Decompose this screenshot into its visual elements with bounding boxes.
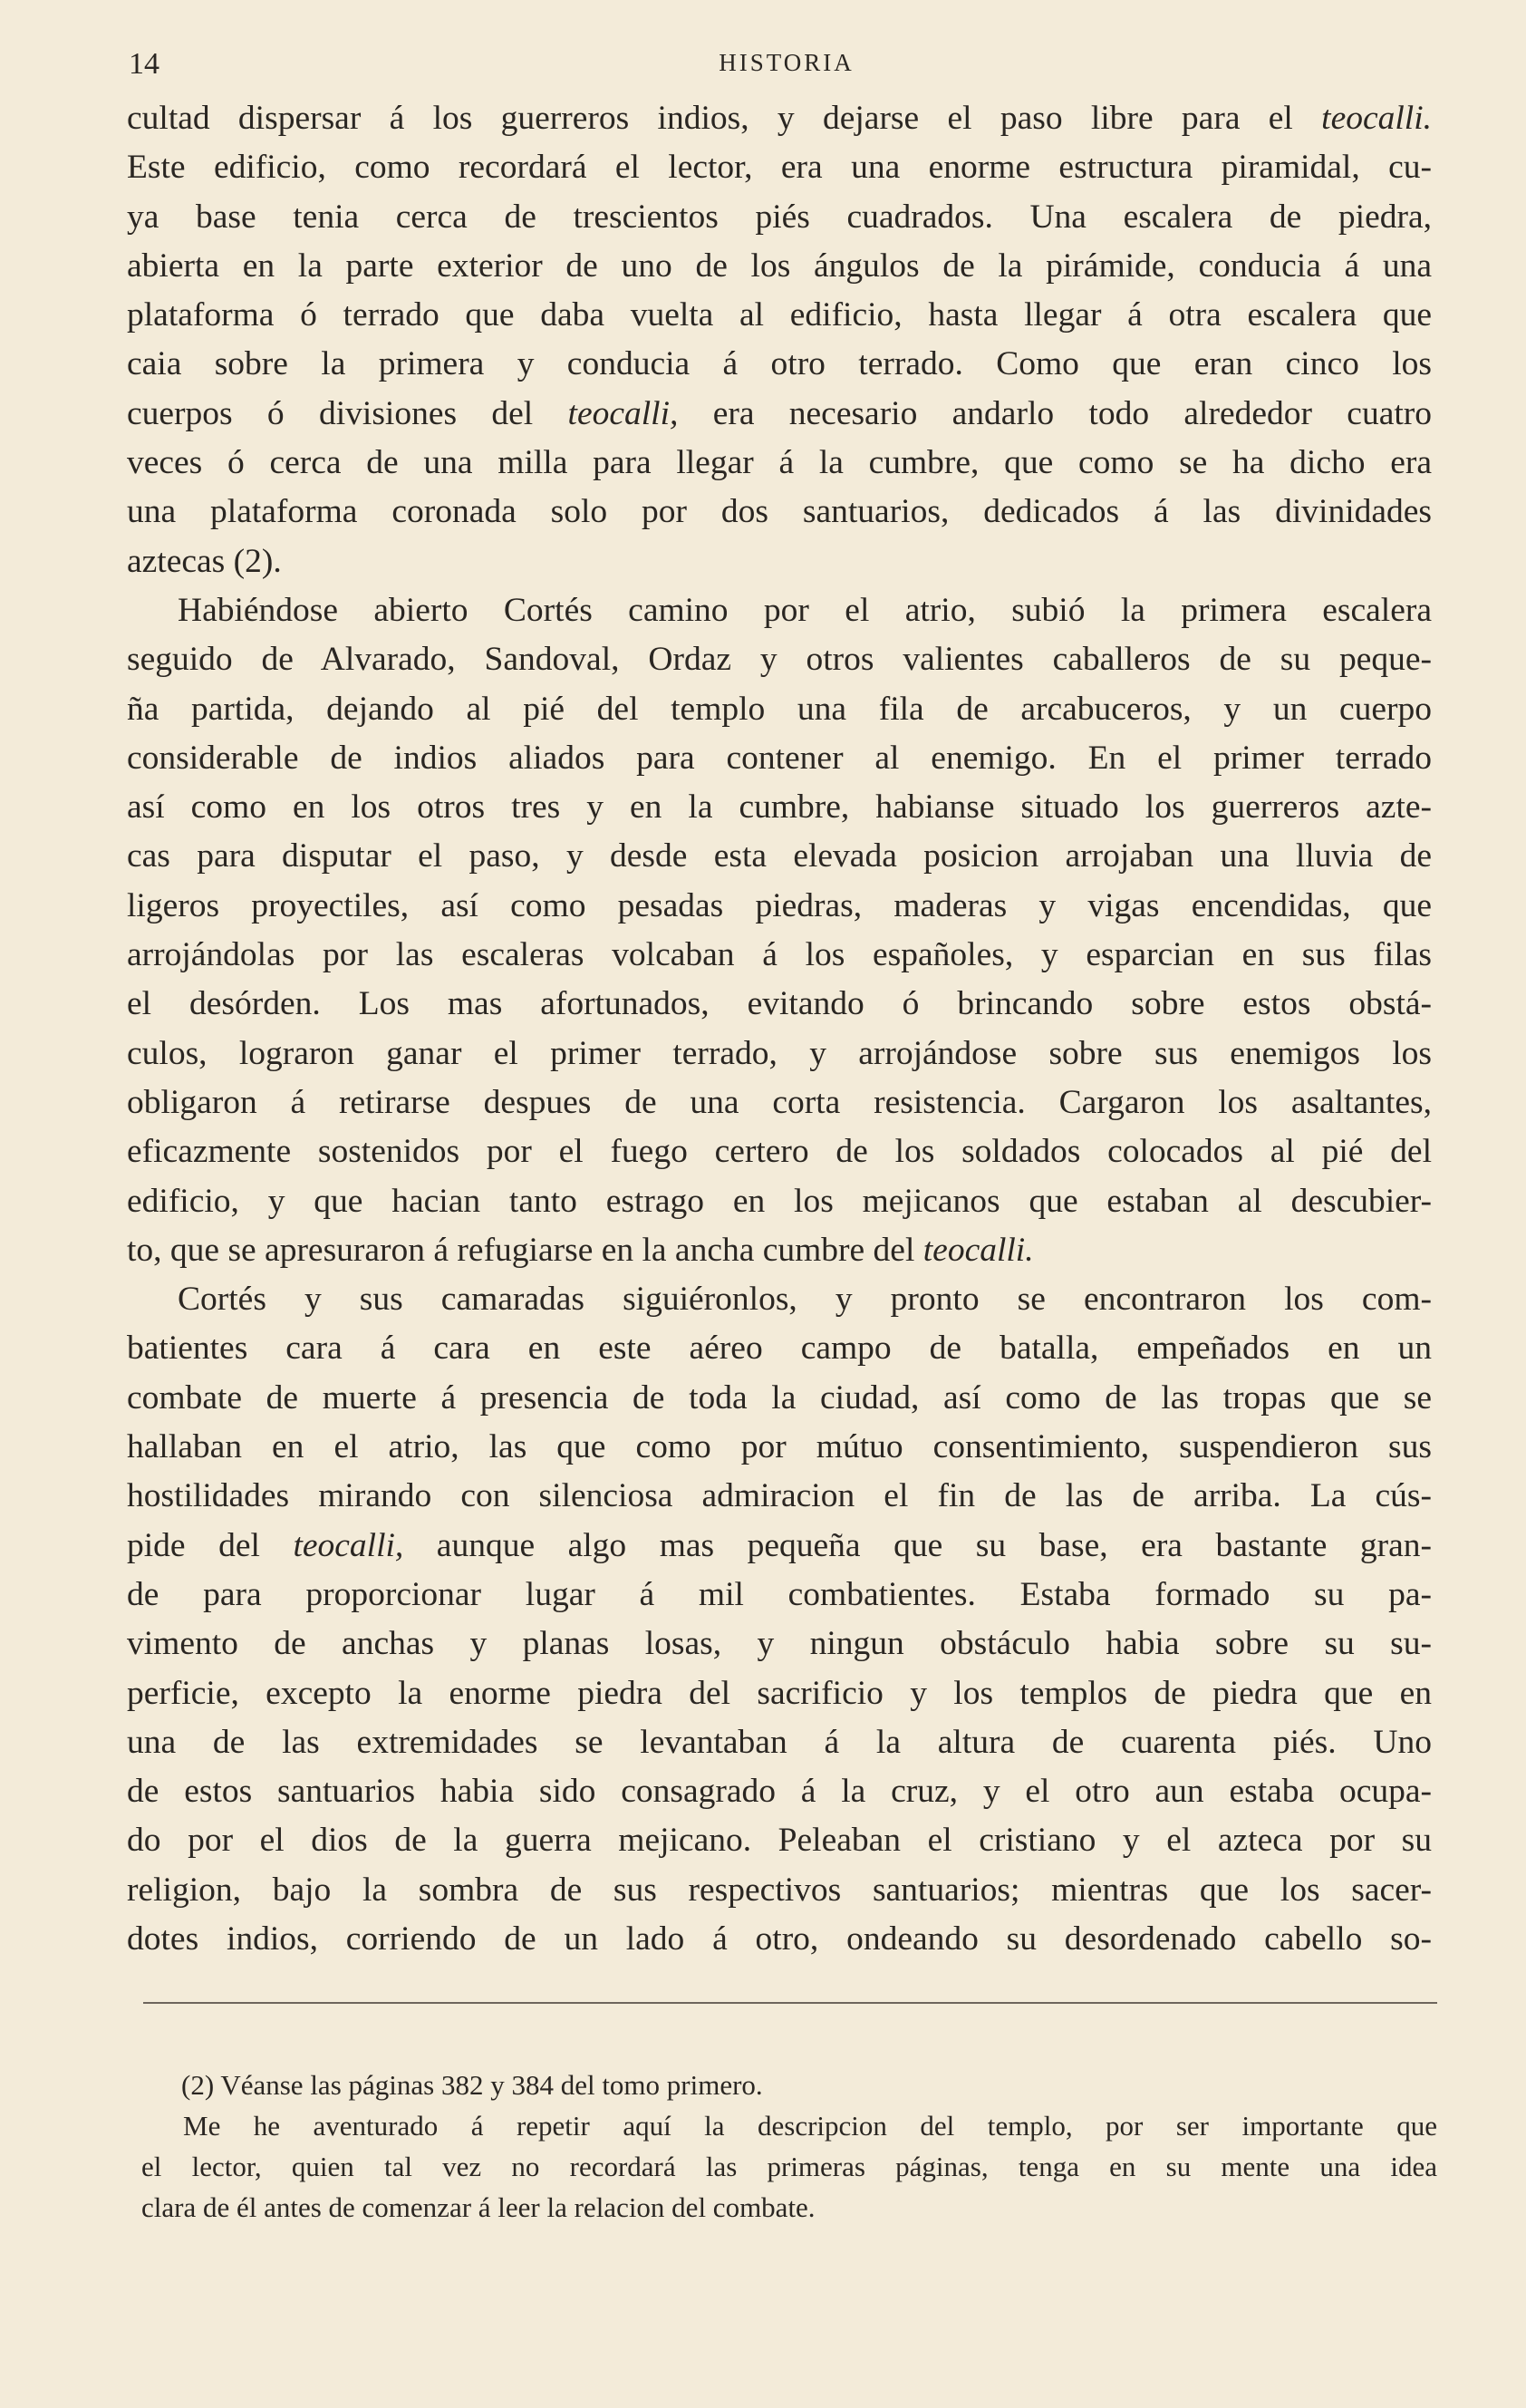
text-line (127, 1571, 1432, 1620)
text-line (127, 1078, 1432, 1127)
text-line (127, 1915, 1432, 1964)
text-segment: Este edificio, como recordará el lector, era una enorme estructura piramidal, cu- (127, 149, 1432, 187)
italic-term: teocalli. (1321, 100, 1432, 137)
text-line (127, 193, 1432, 242)
text-line (127, 1866, 1432, 1915)
text-segment: religion, bajo la sombra de sus respectivos santuarios; mientras que los sacer- (127, 1871, 1432, 1909)
text-segment: eficazmente sostenidos por el fuego certero de los soldados colocados al pié del (127, 1133, 1432, 1171)
footnote-line: Me he aventurado á repetir aquí la descripcion del templo, por ser importante que (183, 2110, 1437, 2142)
italic-term: teocalli, (567, 394, 679, 432)
page-header (125, 47, 1448, 83)
text-segment: pide del (127, 1526, 294, 1564)
text-segment: to, que se apresuraron á refugiarse en la ancha cumbre del (127, 1231, 923, 1269)
text-line (127, 931, 1432, 980)
running-title: HISTORIA (719, 49, 855, 76)
text-segment: vimento de anchas y planas losas, y ningun obstáculo habia sobre su su- (127, 1625, 1432, 1663)
text-line (127, 1423, 1432, 1472)
text-segment: arrojándolas por las escaleras volcaban á los españoles, y esparcian en sus filas (127, 936, 1432, 974)
italic-term: teocalli, (293, 1526, 404, 1564)
text-segment: cultad dispersar á los guerreros indios, y dejarse el paso libre para el (127, 100, 1322, 137)
text-segment: seguido de Alvarado, Sandoval, Ordaz y otros valientes caballeros de su peque- (127, 641, 1432, 679)
text-segment: así como en los otros tres y en la cumbre, habianse situado los guerreros azte- (127, 788, 1432, 827)
text-segment: cas para disputar el paso, y desde esta elevada posicion arrojaban una lluvia de (127, 837, 1432, 875)
text-line (127, 1226, 1432, 1275)
text-segment: una de las extremidades se levantaban á la altura de cuarenta piés. Uno (127, 1723, 1432, 1761)
footnote-line: clara de él antes de comenzar á leer la relacion del combate. (141, 2191, 816, 2223)
text-line (127, 340, 1432, 389)
footnote-line: el lector, quien tal vez no recordará las primeras páginas, tenga en su mente una idea (141, 2151, 1437, 2182)
text-segment: edificio, y que hacian tanto estrago en los mejicanos que estaban al descubier- (127, 1182, 1432, 1220)
text-line (127, 1324, 1432, 1373)
text-segment: perficie, excepto la enorme piedra del sacrificio y los templos de piedra que en (127, 1674, 1432, 1712)
text-line (127, 1472, 1432, 1521)
text-line (127, 439, 1432, 488)
text-line (127, 1669, 1432, 1718)
text-line (127, 1127, 1432, 1176)
text-line (127, 1374, 1432, 1423)
footnotes (141, 2065, 1437, 2228)
page-number: 14 (129, 47, 159, 81)
text-segment: veces ó cerca de una milla para llegar á la cumbre, que como se ha dicho era (127, 444, 1432, 482)
text-line (127, 488, 1432, 537)
text-segment: combate de muerte á presencia de toda la ciudad, así como de las tropas que se (127, 1378, 1432, 1417)
text-segment: culos, lograron ganar el primer terrado, y arrojándose sobre sus enemigos los (127, 1034, 1432, 1072)
text-line (127, 586, 1432, 635)
text-line (127, 1030, 1432, 1078)
footnote-line: (2) Véanse las páginas 382 y 384 del tomo primero. (181, 2069, 763, 2101)
text-line (127, 143, 1432, 192)
text-line (127, 734, 1432, 783)
text-segment: caia sobre la primera y conducia á otro terrado. Como que eran cinco los (127, 345, 1432, 383)
text-line (127, 1620, 1432, 1668)
text-segment: batientes cara á cara en este aéreo campo de batalla, empeñados en un (127, 1330, 1432, 1368)
text-segment: aztecas (2). (127, 542, 282, 580)
text-segment: plataforma ó terrado que daba vuelta al edificio, hasta llegar á otra escalera que (127, 296, 1432, 334)
text-line (127, 242, 1432, 291)
text-segment: dotes indios, corriendo de un lado á otro, ondeando su desordenado cabello so- (127, 1920, 1432, 1958)
text-line (127, 1522, 1432, 1571)
main-text (127, 94, 1432, 1964)
text-segment: aunque algo mas pequeña que su base, era bastante gran- (403, 1526, 1432, 1564)
text-segment: hostilidades mirando con silenciosa admiracion el fin de las de arriba. La cús- (127, 1477, 1432, 1515)
text-line (127, 1816, 1432, 1865)
text-line (127, 882, 1432, 931)
text-segment: cuerpos ó divisiones del (127, 394, 568, 432)
text-line (127, 390, 1432, 439)
footnote-divider (143, 2002, 1437, 2004)
text-segment: hallaban en el atrio, las que como por mútuo consentimiento, suspendieron sus (127, 1428, 1432, 1466)
text-segment: una plataforma coronada solo por dos santuarios, dedicados á las divinidades (127, 493, 1432, 531)
text-segment: era necesario andarlo todo alrededor cuatro (678, 394, 1432, 432)
text-line (127, 1718, 1432, 1767)
text-segment: do por el dios de la guerra mejicano. Peleaban el cristiano y el azteca por su (127, 1822, 1432, 1860)
text-segment: el desórden. Los mas afortunados, evitando ó brincando sobre estos obstá- (127, 985, 1432, 1023)
text-segment: considerable de indios aliados para contener al enemigo. En el primer terrado (127, 739, 1432, 777)
text-segment: ligeros proyectiles, así como pesadas piedras, maderas y vigas encendidas, que (127, 886, 1432, 924)
text-line (127, 1177, 1432, 1226)
italic-term: teocalli. (922, 1231, 1034, 1269)
text-line (127, 832, 1432, 881)
text-line (127, 291, 1432, 340)
text-segment: de para proporcionar lugar á mil combatientes. Estaba formado su pa- (127, 1575, 1432, 1613)
text-line (127, 980, 1432, 1029)
text-segment: Habiéndose abierto Cortés camino por el atrio, subió la primera escalera (178, 591, 1432, 629)
text-segment: abierta en la parte exterior de uno de los ángulos de la pirámide, conducia á una (127, 247, 1432, 285)
text-line (127, 635, 1432, 684)
text-line (127, 685, 1432, 734)
text-line (127, 94, 1432, 143)
text-line (127, 783, 1432, 832)
text-segment: de estos santuarios habia sido consagrado á la cruz, y el otro aun estaba ocupa- (127, 1773, 1432, 1811)
text-line (127, 1275, 1432, 1324)
text-segment: obligaron á retirarse despues de una corta resistencia. Cargaron los asaltantes, (127, 1083, 1432, 1121)
text-segment: ya base tenia cerca de trescientos piés cuadrados. Una escalera de piedra, (127, 198, 1432, 236)
text-segment: Cortés y sus camaradas siguiéronlos, y pronto se encontraron los com- (178, 1281, 1432, 1319)
text-line (127, 1767, 1432, 1816)
text-line (127, 537, 1432, 586)
text-segment: ña partida, dejando al pié del templo una fila de arcabuceros, y un cuerpo (127, 690, 1432, 728)
